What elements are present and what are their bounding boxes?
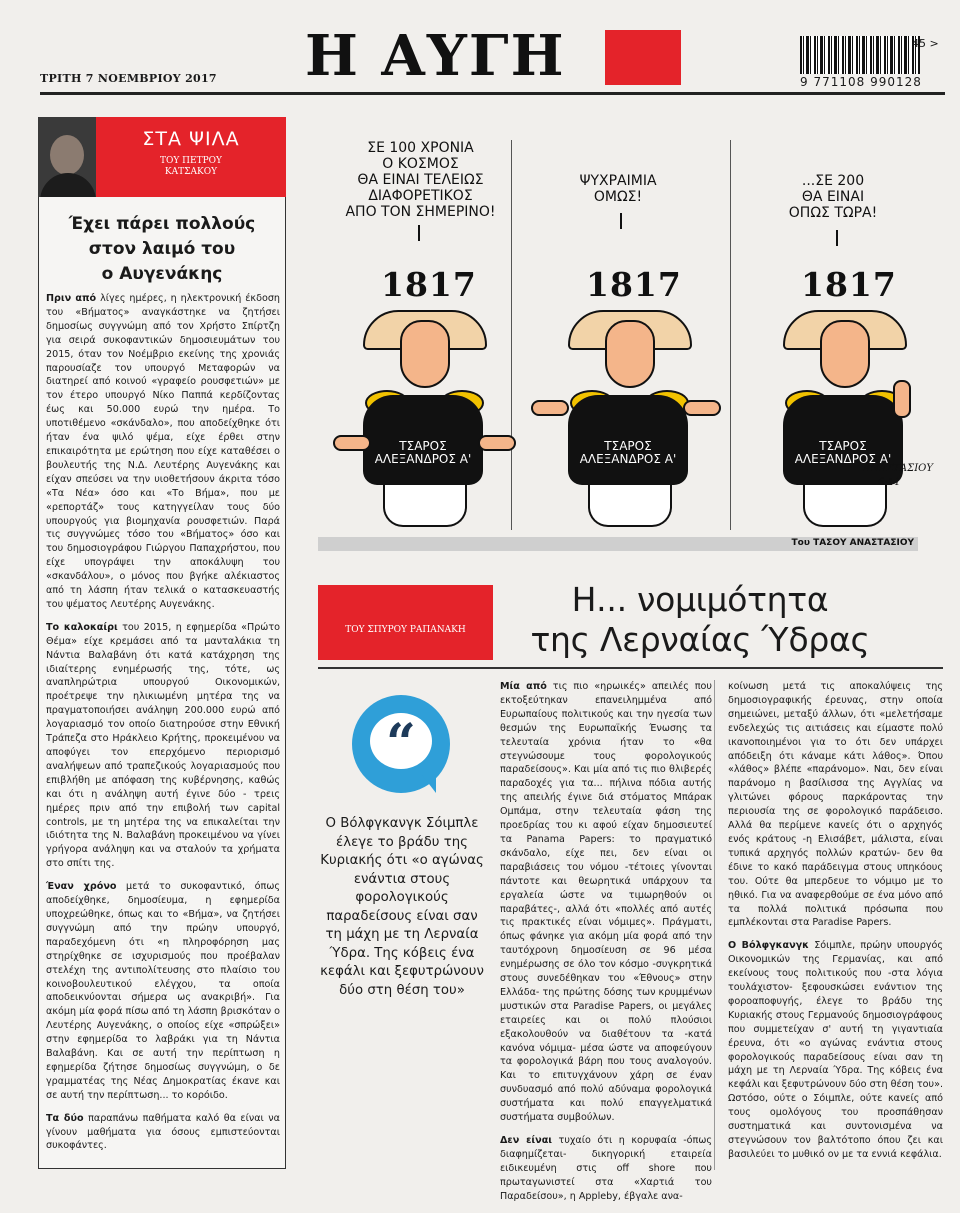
uniform-label-line: ΤΣΑΡΟΣ <box>604 439 652 453</box>
bubble-line: ΟΜΩΣ! <box>593 189 643 205</box>
tsar-face <box>400 320 450 388</box>
paragraph-text: τυχαίο ότι η κορυφαία -όπως διαφημίζεται- δικηγορική εταιρεία ειδικευμένη στις off shore που πρωταγωνιστεί στα «Χαρτιά του Παραδείσου», η Appleby, έβγαλε ανα- <box>500 1135 712 1202</box>
column-byline <box>96 156 286 178</box>
paragraph-text: μετά το συκοφαντικό, όπως αποδείχθηκε, δημοσίευμα, η εφημερίδα υποχρεώθηκε, όπως και το «Βήμα», να ζητήσει συγγνώμη από την πρώην υπουργό, παραδεχόμενη ότι «η πληροφόρηση μας στηρίχθηκε σε ισχυρισμούς που προέβαλαν στελέχη της αντιπολίτευσης στο πλαίσιο του κοινοβουλευτικού ελέγχου, τα οποία αποδεικνύονται σήμερα ως ανακριβή». Για ακόμη μία φορά πίσω από τη λάσπη βρισκόταν ο Λευτέρης Αυγενάκης, ο οποίος είχε «σπρώξει» στην εφημερίδα το λαβράκι για τη Νάντια Βαλαβάνη. Και σε αυτή την περίπτωση η εφημερίδα ζήτησε δημοσίως συγγνώμη, ο δε γραμματέας της Νέας Δημοκρατίας έκανε και σε αυτή την περίπτωση... το κορόιδο. <box>46 881 281 1101</box>
cartoonist-signature: ΑΝΑΣΤΑΣΙΟΥ <box>863 463 933 474</box>
column-header <box>96 117 286 197</box>
uniform-label-line: ΑΛΕΞΑΝΔΡΟΣ Α' <box>794 452 892 466</box>
paragraph-lead: Πριν από <box>46 293 97 304</box>
column-byline-line: ΚΑΤΣΑΚΟΥ <box>164 167 218 177</box>
headline-line: Έχει πάρει πολλούς <box>68 214 256 234</box>
bubble-line: ΟΠΩΣ ΤΩΡΑ! <box>788 205 878 221</box>
paragraph-lead: Τα δύο <box>46 1112 84 1124</box>
article-column-1 <box>500 680 712 1213</box>
paragraph-lead: Μία από <box>500 681 547 692</box>
article-byline: ΤΟΥ ΣΠΥΡΟΥ ΡΑΠΑΝΑΚΗ <box>345 625 466 635</box>
paragraph-text: παραπάνω παθήματα καλό θα είναι να γίνουν μαθήματα για όσους εμπιστεύονται συκοφάντες. <box>46 1112 280 1152</box>
cartoon-credit: Του ΤΑΣΟΥ ΑΝΑΣΤΑΣΙΟΥ <box>791 538 914 548</box>
bubble-line: ...ΣΕ 200 <box>801 173 865 189</box>
author-photo <box>38 117 96 197</box>
quote-icon: “ <box>352 695 450 793</box>
title-line: Η... νομιμότητα <box>571 580 829 619</box>
barcode-addon: 45 > <box>912 37 939 50</box>
panel-divider <box>511 140 512 530</box>
panel-divider <box>730 140 731 530</box>
uniform-label-line: ΑΛΕΞΑΝΔΡΟΣ Α' <box>374 452 472 466</box>
year-label: 1817 <box>801 265 897 304</box>
barcode-number: 9 771108 990128 <box>800 75 922 89</box>
bubble-line: ΨΥΧΡΑΙΜΙΑ <box>579 173 657 189</box>
tsar-hand <box>531 400 569 416</box>
article-title <box>500 580 900 660</box>
year-label: 1817 <box>381 265 477 304</box>
masthead-red-block <box>605 30 681 85</box>
column-kicker: ΣΤΑ ΨΙΛΑ <box>142 128 240 150</box>
uniform-label-line: ΑΛΕΞΑΝΔΡΟΣ Α' <box>579 452 677 466</box>
tsar-legs <box>383 485 467 527</box>
paragraph-lead: Το καλοκαίρι <box>46 621 118 633</box>
paragraph <box>728 939 943 1162</box>
bubble-tail <box>836 230 838 246</box>
uniform-label-line: ΤΣΑΡΟΣ <box>819 439 867 453</box>
paragraph-text: τις πιο «ηρωικές» απειλές που εκτοξεύτηκαν επανειλημμένα από Ευρωπαίους πολιτικούς και την ηγεσία των θεσμών της Ευρωπαϊκής Ένωσης τα τελευταία χρόνια ήταν το «θα στεγνώσουμε τους φορολογικούς παραδείσους». Και μία από τις πιο θλιβερές παραδοχές για τα... πήλινα πόδια αυτής της απειλής έγινε διά στόματος Μπάρακ Ομπάμα, στην τελευταία φάση της προεδρίας του κι αφού είχαν δημοσιευτεί τα Panama Papers: το πραγματικό σκάνδαλο, είχε πει, δεν είναι οι παραβιάσεις του νόμου -τέτοιες γίνονται πάντοτε και θεωρητικά υπάρχουν τα εργαλεία ώστε να τιμωρηθούν οι παραβάτες-, αλλά ότι «πολλές από αυτές τις πρακτικές είναι νόμιμες». Πράγματι, όπως φάνηκε για ακόμη μία φορά από την ταυτόχρονη δημοσίευση σε 96 μέσα ενημέρωσης σε όλο τον κόσμο -συγκρητικά στους συνεδέθηκαν του «Έθνους» στην Ελλάδα- της πρώτης δόσης των κρυμμένων μυστικών στα Paradise Papers, οι μεγάλες εταιρείες και οι πολύ πλούσιοι εξακολουθούν να διαθέτουν τα -κατά κανόνα νόμιμα- μέσα ώστε να αποφεύγουν τα φορολογικά βάρη που τους αναλογούν. Και το επιτυγχάνουν χάρη σε έναν συνδυασμό από πολύ αδύναμα φορολογικά συστήματα και πολύ επαγγελματικά συστήματα συμβούλων. <box>500 681 712 1124</box>
bubble-tail <box>620 213 622 229</box>
headline-line: ο Αυγενάκης <box>101 264 223 284</box>
tsar-uniform <box>363 395 483 485</box>
tsar-hand <box>333 435 371 451</box>
bubble-tail <box>418 225 420 241</box>
tsar-face <box>605 320 655 388</box>
tsar-face <box>820 320 870 388</box>
bubble-line: ΑΠΟ ΤΟΝ ΣΗΜΕΡΙΝΟ! <box>345 204 496 220</box>
paragraph-text: κοίνωση μετά τις αποκαλύψεις της δημοσιογραφικής έρευνας, στην οποία σημειώνει, μεταξύ άλλων, ότι «μελετήσαμε ενδελεχώς τις αιτιάσεις και είμαστε πολύ ικανοποιημένοι για το ότι δεν υπάρχει απόδειξη ότι κάναμε κάτι λάθος». Όπου «λάθος» βλέπε «παράνομο». Ναι, δεν είναι παράνομο η βασίλισσα της Αγγλίας να γλιτώνει φόρους παρκάροντας την περιουσία της σε φορολογικό παράδεισο. Αλλά θα περίμενε κανείς ότι ο αρχηγός ενός κράτους -η Ελισάβετ, μάλιστα, είναι τυπικά αρχηγός πολλών κρατών- δεν θα έδινε το κακό παράδειγμα στους υπηκόους του. Ούτε θα μπερδευε το νόμιμο με το ηθικό. Για να αναφερθούμε σε ένα μόνο από τα πολλά πολιτικά πρόσωπα που εμπλέκονται στα Paradise Papers. <box>728 681 943 929</box>
tsar-legs <box>803 485 887 527</box>
barcode-icon <box>800 36 920 74</box>
paragraph-text: λίγες ημέρες, η ηλεκτρονική έκδοση του «Βήματος» αναγκάστηκε να ζητήσει δημοσίως συγγνώμη από τον Χρήστο Σπίρτζη για σειρά συκοφαντικών δημοσιευμάτων του 2015, όταν τον Νοέμβριο εκείνης της χρονιάς παρουσίαζε τον υπουργό Μεταφορών να διατηρεί από κοινού «γραφείο ρουσφετιών» με τον έτερο υπουργό Νίκο Παππά κερδίζοντας έως και 50.000 ευρώ την ημέρα. Το υποτιθέμενο «σκάνδαλο», που αποδείχθηκε ότι ήταν ένα ψιλό ψέμα, είχε έρθει στην επικαιρότητα με ερώτηση που είχε καταθέσει ο βουλευτής της Ν.Δ. Λευτέρης Αυγενάκης και είχαν σπεύσει να την υιοθετήσουν άκριτα τόσο «Τα Νέα» όσο και «Το Βήμα», που με «ρεπορτάζ» τους κατηγγείλαν τους δύο υπουργούς για βιομηχανία ρουσφετιών. Παρά τις συγγνώμες τόσο του «Βήματος» όσο και του δημοσιογράφου Γιώργου Παπαχρήστου, που είχε υπογράψει την αποκάλυψη του «σκανδάλου», ο μόνος που βγήκε αλέκιαστος από τη λάσπη ήταν τελικά ο κατασκευαστής του ψέματος Λευτέρης Αυγενάκης. <box>46 293 280 610</box>
paragraph <box>728 680 943 930</box>
paragraph-lead: Έναν χρόνο <box>46 881 117 893</box>
speech-bubble-2 <box>558 173 678 205</box>
paragraph-text: του 2015, η εφημερίδα «Πρώτο Θέμα» είχε κρεμάσει από τα μανταλάκια τη Νάντια Βαλαβάνη ότι κατά κατάχρηση της ιδιαίτερης ενημέρωσής της, τότε, ως αναπληρώτρια υπουργού Οικονομικών, προέτρεψε την ηλικιωμένη μητέρα της να πραγματοποιήσει ανάληψη 200.000 ευρώ από λογαριασμό τον οποίο διατηρούσε στην Εθνική Τράπεζα στο Ηράκλειο Κρήτης, προκειμένου να αποφύγει τον επερχόμενο περιορισμό αναλήψεων από τραπεζικούς λογαριασμούς που επιβλήθη με απόφαση της κυβέρνησης, καθώς και ότι η ανάληψη αυτή έγινε δύο - τρεις ημέρες πριν από την επιβολή των capital controls, με τη μητέρα της να επικαλείται την ιδιότητα της Ν. Βαλαβάνη προκειμένου να γίνει γρήγορα ανάληψη και να σταλούν τα χρήματα στο σπίτι της. <box>46 621 280 870</box>
paragraph <box>46 880 280 1103</box>
column-body <box>46 292 280 1162</box>
title-line: της Λερναίας Ύδρας <box>530 620 870 659</box>
paragraph <box>46 1112 280 1154</box>
bubble-line: Ο ΚΟΣΜΟΣ <box>382 156 459 172</box>
article-red-box <box>318 585 493 660</box>
headline-line: στον λαιμό του <box>88 239 236 259</box>
column-byline-line: ΤΟΥ ΠΕΤΡΟΥ <box>160 156 222 166</box>
bubble-line: ΘΑ ΕΙΝΑΙ <box>801 189 865 205</box>
paragraph <box>500 680 712 1125</box>
tsar-uniform <box>568 395 688 485</box>
paragraph <box>46 292 280 612</box>
column-separator <box>714 680 715 1170</box>
bubble-line: ΔΙΑΦΟΡΕΤΙΚΟΣ <box>368 188 473 204</box>
issue-date: ΤΡΙΤΗ 7 ΝΟΕΜΒΡΙΟΥ 2017 <box>40 72 217 85</box>
bubble-line: ΣΕ 100 ΧΡΟΝΙΑ <box>367 140 474 156</box>
article-column-2 <box>728 680 943 1171</box>
uniform-label-line: ΤΣΑΡΟΣ <box>399 439 447 453</box>
paragraph <box>500 1134 712 1204</box>
year-label: 1817 <box>586 265 682 304</box>
cartoon-strip <box>318 125 938 535</box>
bubble-line: ΘΑ ΕΙΝΑΙ ΤΕΛΕΙΩΣ <box>357 172 484 188</box>
speech-bubble-3 <box>763 173 903 221</box>
paragraph-lead: Δεν είναι <box>500 1135 553 1146</box>
pull-quote: Ο Βόλφγκανγκ Σόιμπλε έλεγε το βράδυ της Κυριακής ότι «ο αγώνας ενάντια στους φορολογικούς παραδείσους είναι σαν τη μάχη με τη Λερναία Ύδρα. Της κόβεις ένα κεφάλι και ξεφυτρώνουν δύο στη θέση του» <box>320 816 484 998</box>
newspaper-title: Η ΑΥΓΗ <box>305 23 566 89</box>
uniform-label <box>368 440 478 466</box>
uniform-label <box>573 440 683 466</box>
speech-bubble-1 <box>333 140 508 220</box>
paragraph-lead: Ο Βόλφγκανγκ <box>728 940 809 952</box>
header-rule <box>40 92 945 95</box>
tsar-hand <box>478 435 516 451</box>
cartoon-credit-bar <box>318 537 918 551</box>
column-headline <box>46 212 278 287</box>
tsar-raised-finger <box>893 380 911 418</box>
paragraph <box>46 621 280 871</box>
article-rule <box>318 667 943 669</box>
cartoon-date: 6-11 <box>878 477 901 488</box>
tsar-hand <box>683 400 721 416</box>
masthead <box>0 0 960 100</box>
paragraph-text: Σόιμπλε, πρώην υπουργός Οικονομικών της Γερμανίας, και από εκείνους τους πολιτικούς που -στα λόγια τουλάχιστον- ξεφουσκώσει ενάντιον της φοροαποφυγής, έλεγε το βράδυ της Κυριακής στους Γερμανούς δημοσιογράφους που συμμετείχαν σ' αυτή τη γιγαντιαία έρευνα, ότι «ο αγώνας ενάντια στους φορολογικούς παραδείσους είναι σαν τη μάχη με τη Λερναία Ύδρα. Της κόβεις ένα κεφάλι και ξεφυτρώνουν δύο στη θέση του». Ωστόσο, ούτε ο Σόιμπλε, ούτε κανείς από τους ομολόγους του προσπάθησαν συστηματικά και συντονισμένα να στεγνώσουν τον βαλτότοπο όπου ζει και βασιλεύει το μυθικό ον με τα εννιά κεφάλια. <box>728 940 943 1160</box>
tsar-legs <box>588 485 672 527</box>
